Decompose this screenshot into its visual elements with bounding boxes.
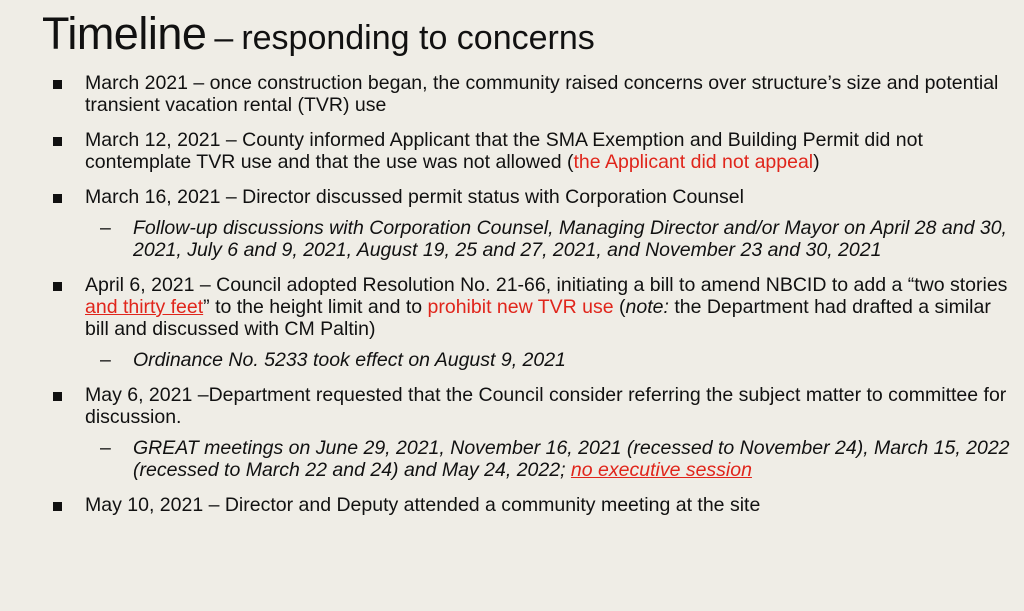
item-text-mid: ” to the height limit and to: [203, 296, 428, 318]
item-text: March 2021 – once construction began, the community raised concerns over structure’s size and potential transient vacation rental (TVR) use: [85, 72, 999, 116]
square-bullet-icon: [53, 194, 62, 203]
item-text: March 16, 2021 – Director discussed permit status with Corporation Counsel: [85, 186, 744, 208]
sub-item-great-meetings: [50, 437, 1020, 481]
item-text-end: ): [813, 151, 820, 173]
highlight-prohibit-tvr: prohibit new TVR use: [427, 296, 614, 318]
timeline-item-may-10-2021: [50, 494, 1020, 516]
highlight-no-appeal: the Applicant did not appeal: [573, 151, 814, 173]
timeline-item-april-6-2021: [50, 274, 1020, 371]
timeline-item-march-16-2021: [50, 186, 1020, 261]
item-text: May 10, 2021 – Director and Deputy attended a community meeting at the site: [85, 494, 761, 516]
item-text-end: the Department had drafted a similar bill and discussed with CM Paltin): [85, 296, 991, 340]
sub-item-text: Ordinance No. 5233 took effect on August 9, 2021: [133, 349, 566, 371]
square-bullet-icon: [53, 80, 62, 89]
highlight-thirty-feet: and thirty feet: [85, 296, 204, 318]
dash-bullet-icon: –: [100, 437, 111, 459]
square-bullet-icon: [53, 137, 62, 146]
sub-item-text: GREAT meetings on June 29, 2021, November 16, 2021 (recessed to November 24), March 15, 2022 (recessed to March 22 and 24) and May 24, 2022;: [133, 437, 1010, 481]
title-dash: –: [214, 19, 234, 57]
timeline-item-may-6-2021: [50, 384, 1020, 481]
item-text-paren: (: [613, 296, 626, 318]
item-text: May 6, 2021 –Department requested that the Council consider referring the subject matter to committee for discussion.: [85, 384, 1007, 428]
square-bullet-icon: [53, 502, 62, 511]
dash-bullet-icon: –: [100, 217, 111, 239]
square-bullet-icon: [53, 282, 62, 291]
sub-item-follow-up: [50, 217, 1020, 261]
timeline-list: [50, 72, 1020, 529]
highlight-no-executive-session: no executive session: [570, 459, 752, 481]
title-main: Timeline: [42, 8, 207, 59]
sub-item-ordinance: [50, 349, 1020, 371]
slide-title: [42, 8, 595, 60]
item-text: April 6, 2021 – Council adopted Resolution No. 21-66, initiating a bill to amend NBCID to add a “two stories: [85, 274, 1008, 296]
square-bullet-icon: [53, 392, 62, 401]
title-subtitle: responding to concerns: [241, 19, 595, 57]
note-label: note:: [625, 296, 669, 318]
item-text: March 12, 2021 – County informed Applicant that the SMA Exemption and Building Permit did not contemplate TVR use and that the use was not allowed (: [85, 129, 923, 173]
dash-bullet-icon: –: [100, 349, 111, 371]
timeline-item-march-12-2021: [50, 129, 1020, 173]
sub-item-text: Follow-up discussions with Corporation Counsel, Managing Director and/or Mayor on April 28 and 30, 2021, July 6 and 9, 2021, August 19, 25 and 27, 2021, and November 23 and 30, 2021: [133, 217, 1007, 261]
timeline-item-march-2021: [50, 72, 1020, 116]
